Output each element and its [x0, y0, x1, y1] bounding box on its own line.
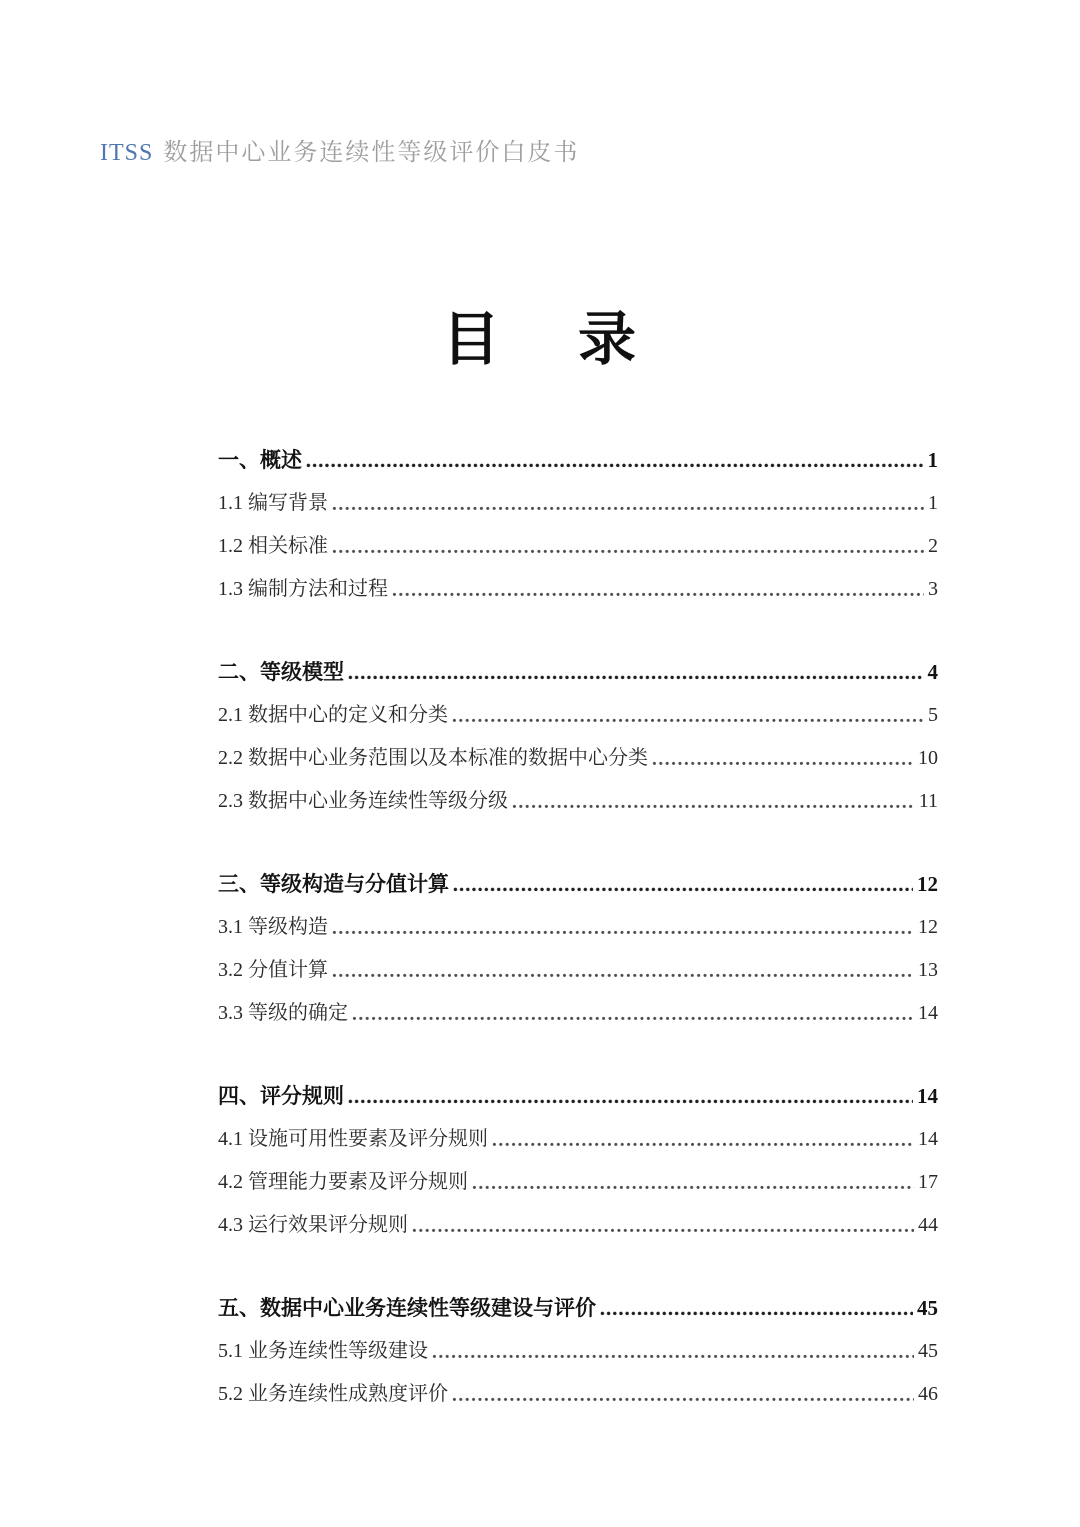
toc-entry-3-3[interactable] — [218, 987, 938, 1030]
toc-heading — [0, 292, 1080, 376]
toc-entry-label: 一、概述 — [218, 447, 302, 472]
toc-entry-page: 1 — [927, 447, 938, 472]
dot-leader — [348, 1099, 913, 1104]
dot-leader — [332, 930, 914, 935]
toc-entry-2-2[interactable] — [218, 732, 938, 775]
dot-leader — [432, 1354, 914, 1359]
dot-leader — [600, 1311, 913, 1316]
dot-leader — [412, 1228, 914, 1233]
toc-entry-section-4[interactable] — [218, 1070, 938, 1113]
toc-entry-section-2[interactable] — [218, 646, 938, 689]
toc-entry-4-1[interactable] — [218, 1113, 938, 1156]
toc-entry-section-1[interactable] — [218, 434, 938, 477]
toc-section-group-3 — [218, 858, 938, 1030]
toc-heading-char-right: 录 — [578, 307, 639, 372]
toc-entry-label: 1.2 相关标准 — [218, 535, 328, 557]
toc-entry-3-1[interactable] — [218, 901, 938, 944]
toc-entry-label: 3.2 分值计算 — [218, 959, 328, 981]
table-of-contents — [218, 434, 938, 1411]
toc-entry-page: 17 — [918, 1171, 938, 1193]
toc-entry-label: 三、等级构造与分值计算 — [218, 871, 449, 896]
toc-entry-label: 4.2 管理能力要素及评分规则 — [218, 1171, 468, 1193]
toc-entry-label: 2.3 数据中心业务连续性等级分级 — [218, 790, 508, 812]
toc-entry-page: 1 — [928, 492, 938, 514]
dot-leader — [512, 804, 915, 809]
dot-leader — [332, 506, 924, 511]
toc-entry-label: 5.2 业务连续性成熟度评价 — [218, 1383, 448, 1405]
dot-leader — [332, 973, 914, 978]
toc-entry-page: 3 — [928, 578, 938, 600]
toc-entry-1-2[interactable] — [218, 520, 938, 563]
dot-leader — [332, 549, 924, 554]
running-header — [100, 132, 579, 167]
toc-entry-4-2[interactable] — [218, 1156, 938, 1199]
brand-text: ITSS — [100, 140, 154, 166]
toc-entry-label: 四、评分规则 — [218, 1083, 344, 1108]
toc-heading-char-left: 目 — [441, 307, 502, 372]
dot-leader — [352, 1016, 914, 1021]
toc-entry-page: 2 — [928, 535, 938, 557]
dot-leader — [453, 887, 913, 892]
toc-entry-section-5[interactable] — [218, 1282, 938, 1325]
toc-entry-page: 10 — [918, 747, 938, 769]
toc-entry-5-2[interactable] — [218, 1368, 938, 1411]
dot-leader — [652, 761, 914, 766]
toc-entry-label: 3.1 等级构造 — [218, 916, 328, 938]
dot-leader — [452, 1397, 914, 1402]
toc-entry-2-1[interactable] — [218, 689, 938, 732]
toc-entry-label: 5.1 业务连续性等级建设 — [218, 1340, 428, 1362]
toc-entry-label: 五、数据中心业务连续性等级建设与评价 — [218, 1295, 596, 1320]
toc-entry-3-2[interactable] — [218, 944, 938, 987]
toc-entry-label: 1.1 编写背景 — [218, 492, 328, 514]
toc-entry-label: 4.1 设施可用性要素及评分规则 — [218, 1128, 488, 1150]
toc-entry-1-3[interactable] — [218, 563, 938, 606]
dot-leader — [306, 463, 924, 468]
toc-entry-4-3[interactable] — [218, 1199, 938, 1242]
toc-entry-label: 2.1 数据中心的定义和分类 — [218, 704, 448, 726]
toc-entry-1-1[interactable] — [218, 477, 938, 520]
toc-section-group-5 — [218, 1282, 938, 1411]
toc-entry-label: 4.3 运行效果评分规则 — [218, 1214, 408, 1236]
toc-entry-page: 12 — [917, 871, 938, 896]
toc-entry-page: 14 — [917, 1083, 938, 1108]
dot-leader — [492, 1142, 914, 1147]
dot-leader — [452, 718, 924, 723]
toc-entry-label: 二、等级模型 — [218, 659, 344, 684]
toc-entry-page: 45 — [918, 1340, 938, 1362]
toc-entry-page: 4 — [927, 659, 938, 684]
toc-entry-page: 11 — [918, 790, 938, 812]
toc-entry-page: 13 — [918, 959, 938, 981]
toc-entry-page: 12 — [918, 916, 938, 938]
toc-entry-section-3[interactable] — [218, 858, 938, 901]
toc-section-group-1 — [218, 434, 938, 606]
toc-entry-page: 44 — [918, 1214, 938, 1236]
toc-entry-page: 45 — [917, 1295, 938, 1320]
toc-entry-page: 46 — [918, 1383, 938, 1405]
toc-entry-label: 2.2 数据中心业务范围以及本标准的数据中心分类 — [218, 747, 648, 769]
toc-section-group-2 — [218, 646, 938, 818]
document-title: 数据中心业务连续性等级评价白皮书 — [163, 139, 580, 166]
toc-section-group-4 — [218, 1070, 938, 1242]
dot-leader — [392, 592, 924, 597]
toc-entry-page: 5 — [928, 704, 938, 726]
toc-entry-label: 1.3 编制方法和过程 — [218, 578, 388, 600]
toc-entry-5-1[interactable] — [218, 1325, 938, 1368]
toc-entry-label: 3.3 等级的确定 — [218, 1002, 348, 1024]
toc-entry-2-3[interactable] — [218, 775, 938, 818]
toc-entry-page: 14 — [918, 1128, 938, 1150]
dot-leader — [472, 1185, 914, 1190]
dot-leader — [348, 675, 924, 680]
toc-entry-page: 14 — [918, 1002, 938, 1024]
